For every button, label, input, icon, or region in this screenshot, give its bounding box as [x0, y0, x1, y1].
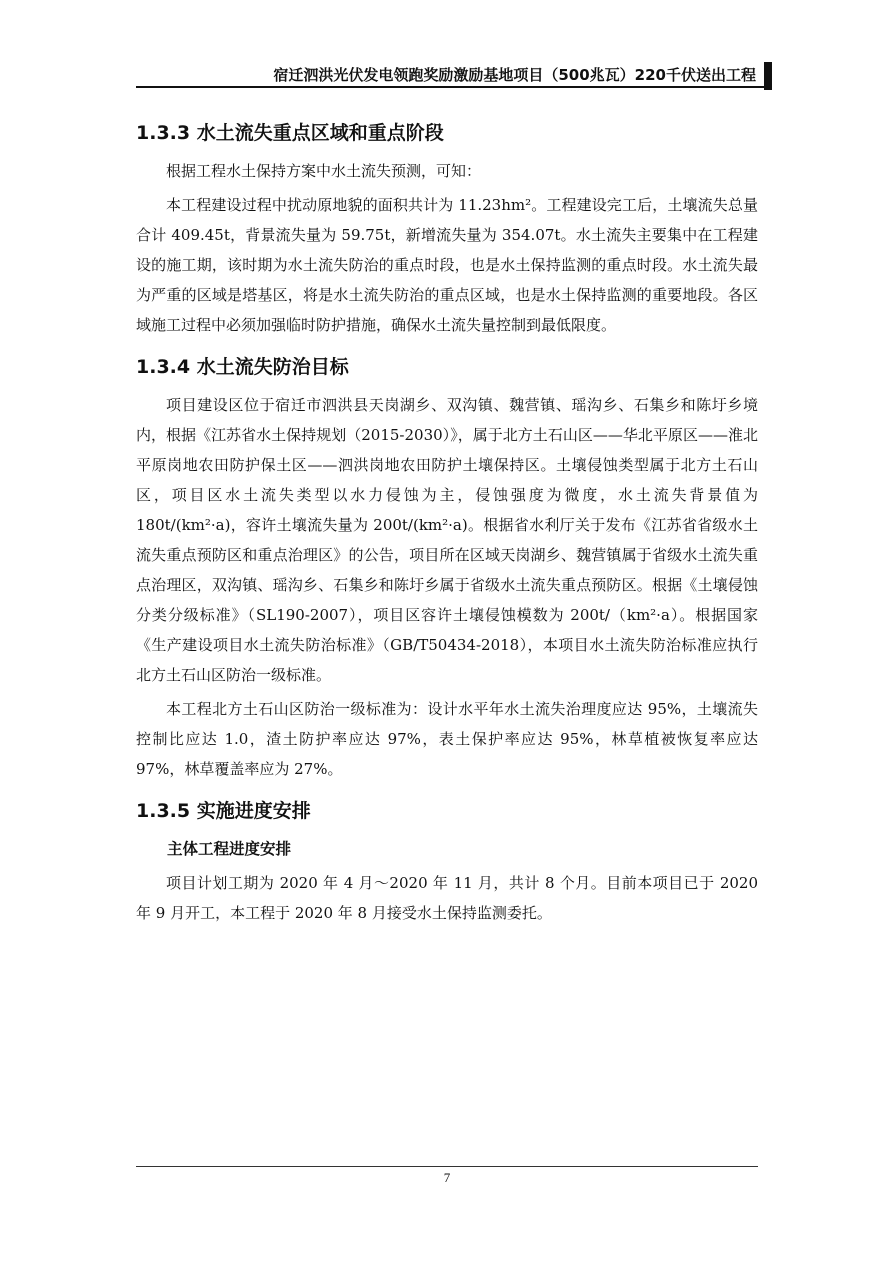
- section-heading-1-3-3: 1.3.3 水土流失重点区域和重点阶段: [136, 122, 444, 144]
- section-heading-1-3-4: 1.3.4 水土流失防治目标: [136, 356, 349, 378]
- paragraph: 项目计划工期为 2020 年 4 月～2020 年 11 月，共计 8 个月。目前本项目已于 2020 年 9 月开工，本工程于 2020 年 8 月接受水土保持监测委托。: [136, 874, 758, 922]
- page-number: 7: [443, 1170, 451, 1185]
- header-rule: [136, 86, 764, 88]
- header-title: 宿迁泗洪光伏发电领跑奖励激励基地项目（500兆瓦）220千伏送出工程: [273, 66, 756, 84]
- section-heading-1-3-5: 1.3.5 实施进度安排: [136, 800, 311, 822]
- paragraph: 本工程北方土石山区防治一级标准为：设计水平年水土流失治理度应达 95%，土壤流失控制比应达 1.0，渣土防护率应达 97%，表土保护率应达 95%，林草植被恢复率应达 97%，林草覆盖率应为 27%。: [136, 700, 758, 778]
- paragraph: 本工程建设过程中扰动原地貌的面积共计为 11.23hm²。工程建设完工后，土壤流失总量合计 409.45t，背景流失量为 59.75t，新增流失量为 354.07t。水土流失主要集中在工程建设的施工期，该时期为水土流失防治的重点时段，也是水土保持监测的重点时段。水土流失最为严重的区域是塔基区，将是水土流失防治的重点区域，也是水土保持监测的重要地段。各区域施工过程中必须加强临时防护措施，确保水土流失量控制到最低限度。: [136, 196, 758, 334]
- page-body: [136, 112, 758, 928]
- running-header: [136, 62, 772, 90]
- subheading: 主体工程进度安排: [167, 840, 292, 858]
- footer-rule: [136, 1166, 758, 1167]
- header-block-mark: [764, 62, 772, 90]
- paragraph: 项目建设区位于宿迁市泗洪县天岗湖乡、双沟镇、魏营镇、瑶沟乡、石集乡和陈圩乡境内，根据《江苏省水土保持规划（2015-2030）》，属于北方土石山区——华北平原区——淮北平原岗地农田防护保土区——泗洪岗地农田防护土壤保持区。土壤侵蚀类型属于北方土石山区，项目区水土流失类型以水力侵蚀为主，侵蚀强度为微度，水土流失背景值为 180t/(km²·a)，容许土壤流失量为 200t/(km²·a)。根据省水利厅关于发布《江苏省省级水土流失重点预防区和重点治理区》的公告，项目所在区域天岗湖乡、魏营镇属于省级水土流失重点治理区，双沟镇、瑶沟乡、石集乡和陈圩乡属于省级水土流失重点预防区。根据《土壤侵蚀分类分级标准》（SL190-2007），项目区容许土壤侵蚀模数为 200t/（km²·a）。根据国家《生产建设项目水土流失防治标准》（GB/T50434-2018），本项目水土流失防治标准应执行北方土石山区防治一级标准。: [136, 396, 758, 684]
- paragraph: 根据工程水土保持方案中水土流失预测，可知：: [166, 162, 482, 180]
